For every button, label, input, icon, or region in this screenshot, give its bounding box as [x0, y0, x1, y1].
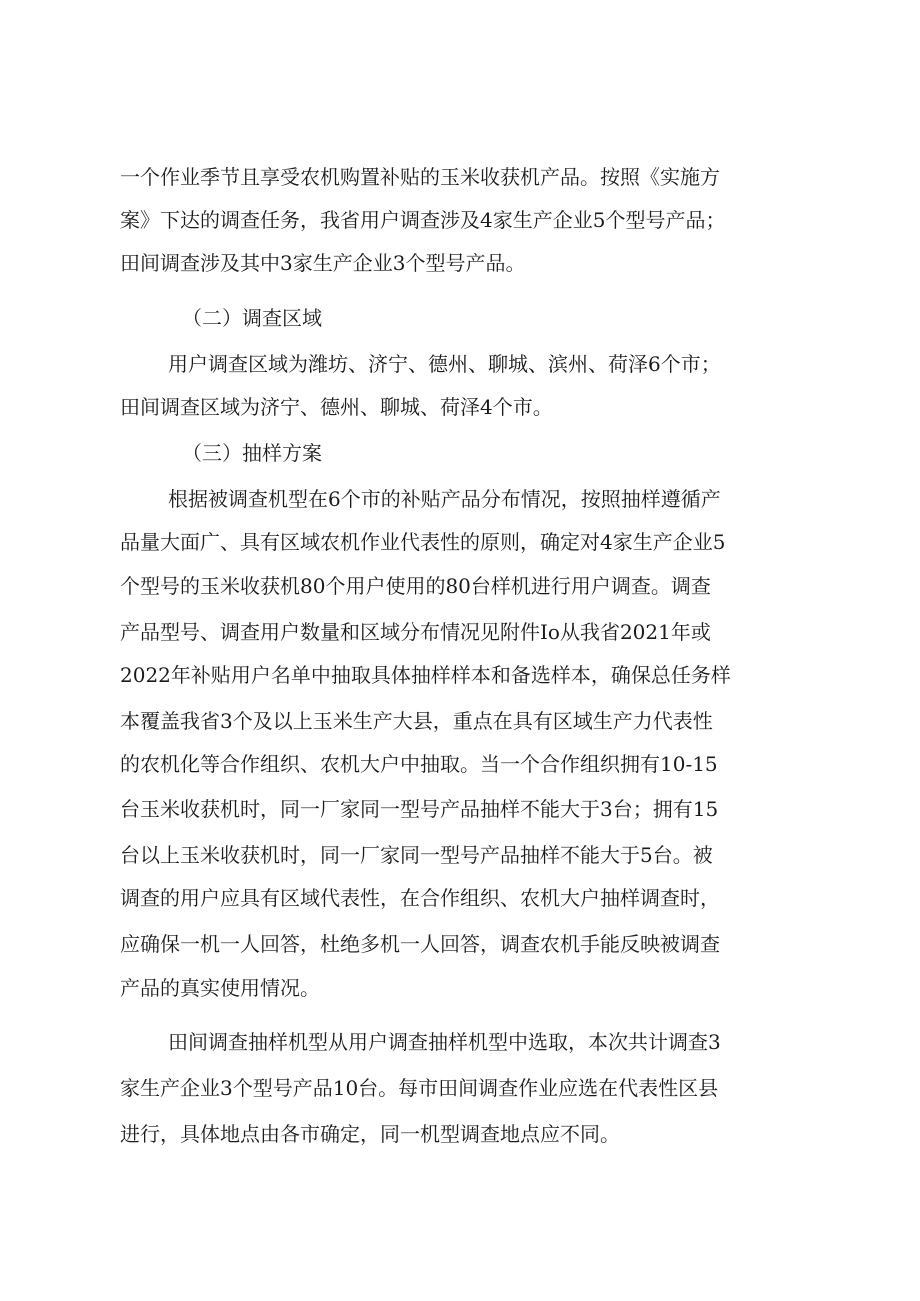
paragraph-line: 台以上玉米收获机时，同一厂家同一型号产品抽样不能大于5台。被: [120, 843, 713, 867]
paragraph-line: 一个作业季节且享受农机购置补贴的玉米收获机产品。按照《实施方: [120, 165, 720, 189]
paragraph-line: 产品型号、调查用户数量和区域分布情况见附件Io从我省2021年或: [120, 620, 711, 644]
paragraph-line: 调查的用户应具有区域代表性，在合作组织、农机大户抽样调查时，: [120, 886, 720, 910]
paragraph-line: 田间调查区域为济宁、德州、聊城、荷泽4个市。: [120, 395, 553, 419]
paragraph-line: 应确保一机一人回答，杜绝多机一人回答，调查农机手能反映被调查: [120, 932, 720, 956]
paragraph-line: 田间调查抽样机型从用户调查抽样机型中选取，本次共计调查3: [168, 1030, 721, 1054]
paragraph-line: 台玉米收获机时，同一厂家同一型号产品抽样不能大于3台；拥有15: [120, 797, 719, 821]
section-heading-sampling: （三）抽样方案: [182, 441, 322, 465]
paragraph-line: 品量大面广、具有区域农机作业代表性的原则，确定对4家生产企业5: [120, 530, 726, 554]
paragraph-line: 的农机化等合作组织、农机大户中抽取。当一个合作组织拥有10-15: [120, 752, 718, 776]
paragraph-line: 进行，具体地点由各市确定，同一机型调查地点应不同。: [120, 1122, 620, 1146]
paragraph-line: 田间调查涉及其中3家生产企业3个型号产品。: [120, 251, 526, 275]
paragraph-line: 家生产企业3个型号产品10台。每市田间调查作业应选在代表性区县: [120, 1076, 719, 1100]
paragraph-line: 产品的真实使用情况。: [120, 976, 320, 1000]
paragraph-line: 个型号的玉米收获机80个用户使用的80台样机进行用户调查。调查: [120, 574, 711, 598]
paragraph-line: 用户调查区域为潍坊、济宁、德州、聊城、滨州、荷泽6个市；: [168, 352, 721, 376]
section-heading-region: （二）调查区域: [182, 306, 322, 330]
paragraph-line: 2022年补贴用户名单中抽取具体抽样样本和备选样本，确保总任务样: [120, 663, 731, 687]
paragraph-line: 根据被调查机型在6个市的补贴产品分布情况，按照抽样遵循产: [168, 487, 721, 511]
paragraph-line: 本覆盖我省3个及以上玉米生产大县，重点在具有区域生产力代表性: [120, 709, 713, 733]
paragraph-line: 案》下达的调查任务，我省用户调查涉及4家生产企业5个型号产品；: [120, 208, 726, 232]
